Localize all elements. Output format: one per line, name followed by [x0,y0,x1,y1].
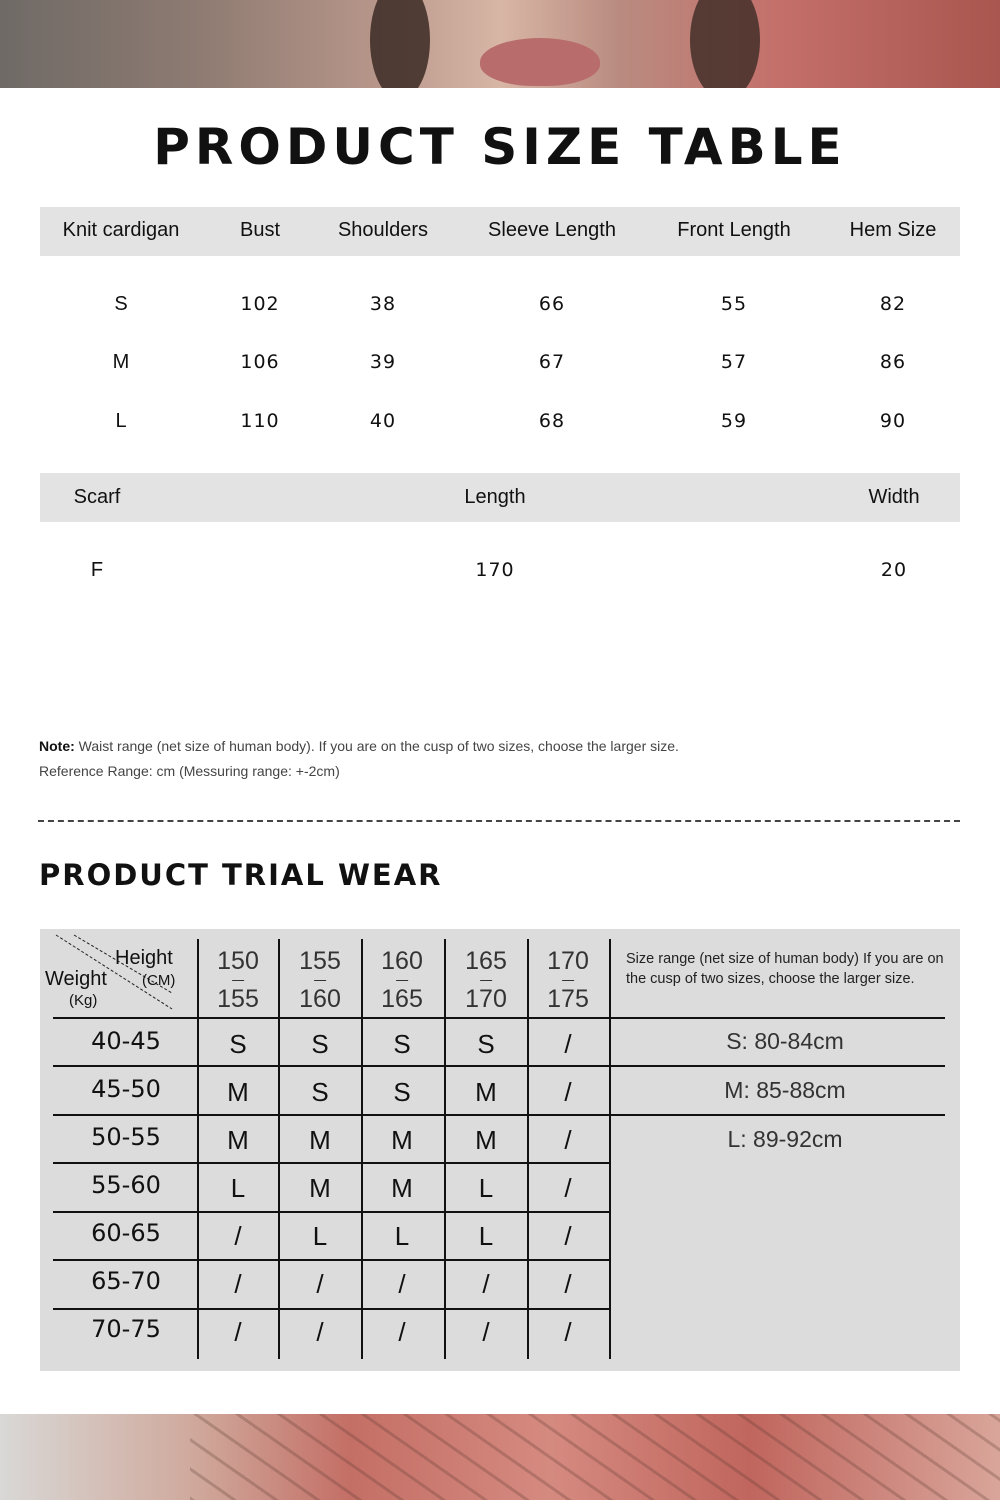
recommended-size-cell: / [564,1269,572,1299]
scarf-header-cell: Length [464,486,526,508]
weight-range-cell: 55-60 [91,1171,161,1199]
recommended-size-cell: M [475,1125,497,1155]
weight-range-cell: 60-65 [91,1219,161,1247]
size-range-value: L: 89-92cm [727,1126,843,1152]
recommended-size-cell: M [227,1125,249,1155]
height-range-top: 160 [381,947,423,975]
hair-right [690,0,760,88]
grid-horizontal-line [53,1065,945,1067]
recommended-size-cell: / [316,1317,324,1347]
size-range-value: M: 85-88cm [724,1077,846,1103]
recommended-size-cell: M [391,1125,413,1155]
cardigan-header-cell: Hem Size [849,219,937,241]
height-range-header [299,943,341,1018]
grid-vertical-line [527,939,529,1359]
corner-cm-label: (CM) [142,972,176,989]
recommended-size-cell: S [477,1029,495,1059]
height-range-bottom: 160 [299,985,341,1013]
recommended-size-cell: / [234,1221,242,1251]
height-range-header [547,943,589,1018]
bottom-knit-photo [0,1414,1000,1500]
recommended-size-cell: / [234,1317,242,1347]
height-range-bottom: 155 [217,985,259,1013]
weight-range-cell: 70-75 [91,1315,161,1343]
height-range-header [381,943,423,1018]
recommended-size-cell: S [311,1077,329,1107]
recommended-size-cell: S [393,1029,411,1059]
recommended-size-cell: / [234,1269,242,1299]
recommended-size-cell: S [229,1029,247,1059]
height-range-bottom: 170 [465,985,507,1013]
height-range-top: 150 [217,947,259,975]
recommended-size-cell: L [230,1173,246,1203]
recommended-size-cell: L [312,1221,328,1251]
size-range-value: S: 80-84cm [726,1028,844,1054]
weight-range-cell: 65-70 [91,1267,161,1295]
recommended-size-cell: S [311,1029,329,1059]
cardigan-size-label: L [115,410,127,432]
cardigan-measure-cell: 110 [240,410,280,432]
recommended-size-cell: / [564,1029,572,1059]
recommended-size-cell: L [394,1221,410,1251]
cardigan-measure-cell: 59 [720,410,748,432]
grid-horizontal-line [53,1308,609,1310]
size-note [39,738,679,754]
cardigan-measure-cell: 90 [879,410,907,432]
recommended-size-cell: / [564,1317,572,1347]
recommended-size-cell: / [564,1221,572,1251]
recommended-size-cell: M [227,1077,249,1107]
recommended-size-cell: / [398,1269,406,1299]
corner-kg-label: (Kg) [69,992,98,1009]
cardigan-measure-cell: 82 [879,293,907,315]
hair-left [370,0,430,88]
scarf-size-label: F [90,559,104,581]
scarf-header-cell: Width [868,486,920,508]
corner-height-label: Height [115,947,173,969]
cardigan-measure-cell: 39 [369,351,397,373]
model-smile [480,38,600,86]
recommended-size-cell: / [564,1077,572,1107]
corner-weight-label: Weight [45,968,107,990]
recommended-size-cell: L [478,1173,494,1203]
recommended-size-cell: M [309,1125,331,1155]
reference-range: Reference Range: cm (Messuring range: +-2cm) [39,763,340,779]
height-range-header [465,943,507,1018]
top-product-photo [0,0,1000,88]
recommended-size-cell: M [391,1173,413,1203]
note-text: Waist range (net size of human body). If you are on the cusp of two sizes, choose the larger size. [74,738,679,754]
trial-wear-title: PRODUCT TRIAL WEAR [39,858,443,892]
grid-horizontal-line [53,1162,609,1164]
cardigan-measure-cell: 55 [720,293,748,315]
height-range-bottom: 175 [547,985,589,1013]
grid-vertical-line [444,939,446,1359]
cardigan-measure-cell: 40 [369,410,397,432]
grid-vertical-line [609,939,611,1359]
recommended-size-cell: M [475,1077,497,1107]
size-range-note: Size range (net size of human body) If you are on the cusp of two sizes, choose the larger size. [626,951,944,987]
cardigan-measure-cell: 57 [720,351,748,373]
recommended-size-cell: / [482,1317,490,1347]
cardigan-size-label: S [114,293,128,315]
cardigan-measure-cell: 66 [538,293,566,315]
grid-vertical-line [278,939,280,1359]
cardigan-measure-cell: 38 [369,293,397,315]
dashed-divider [38,820,960,822]
knit-texture [190,1414,1000,1500]
recommended-size-cell: / [316,1269,324,1299]
note-label: Note: [39,738,75,754]
height-range-top: 155 [299,947,341,975]
grid-horizontal-line [53,1259,609,1261]
recommended-size-cell: M [309,1173,331,1203]
cardigan-measure-cell: 102 [240,293,280,315]
cardigan-header-cell: Sleeve Length [488,219,616,241]
cardigan-header-cell: Front Length [677,219,791,241]
weight-range-cell: 50-55 [91,1123,161,1151]
grid-horizontal-line [53,1114,945,1116]
scarf-measure-cell: 20 [880,559,908,581]
weight-range-cell: 40-45 [91,1027,161,1055]
cardigan-size-label: M [112,351,130,373]
scarf-measure-cell: 170 [475,559,515,581]
grid-vertical-line [361,939,363,1359]
height-range-top: 165 [465,947,507,975]
cardigan-measure-cell: 106 [240,351,280,373]
height-range-top: 170 [547,947,589,975]
cardigan-header-cell: Shoulders [337,219,429,241]
size-table-title: PRODUCT SIZE TABLE [153,118,847,176]
height-range-header [217,943,259,1018]
height-range-bottom: 165 [381,985,423,1013]
weight-range-cell: 45-50 [91,1075,161,1103]
cardigan-header-cell: Knit cardigan [62,219,180,241]
recommended-size-cell: / [564,1125,572,1155]
grid-horizontal-line [53,1211,609,1213]
cardigan-measure-cell: 67 [538,351,566,373]
cardigan-header-cell: Bust [239,219,281,241]
recommended-size-cell: L [478,1221,494,1251]
recommended-size-cell: / [398,1317,406,1347]
grid-vertical-line [197,939,199,1359]
recommended-size-cell: / [482,1269,490,1299]
cardigan-measure-cell: 86 [879,351,907,373]
recommended-size-cell: / [564,1173,572,1203]
recommended-size-cell: S [393,1077,411,1107]
scarf-header-cell: Scarf [73,486,121,508]
cardigan-measure-cell: 68 [538,410,566,432]
